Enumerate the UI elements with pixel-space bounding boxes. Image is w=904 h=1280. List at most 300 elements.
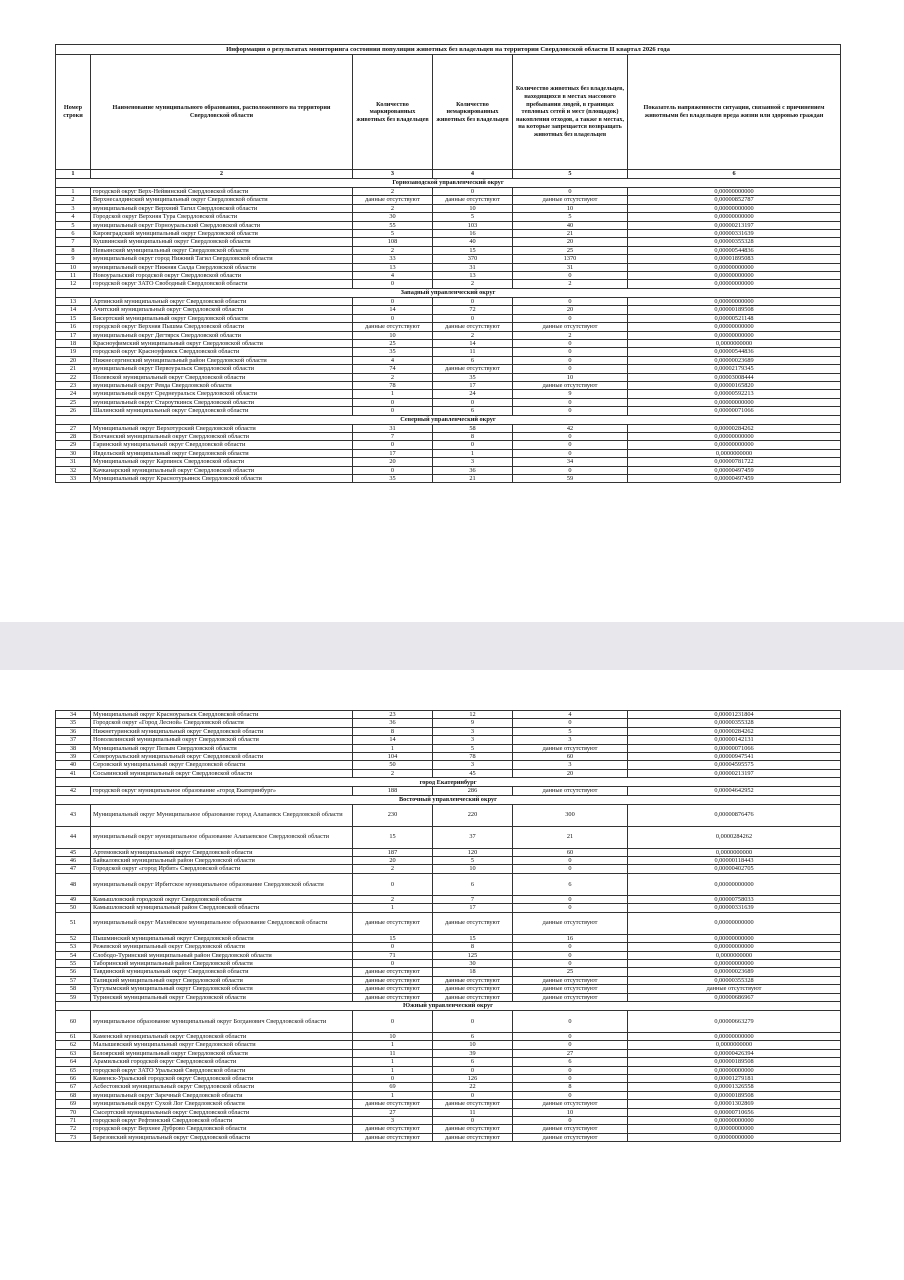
marked-count-cell: 50 — [353, 761, 433, 769]
row-number-cell: 3 — [56, 204, 91, 212]
unmarked-count-cell: 18 — [433, 968, 513, 976]
table-row — [56, 895, 841, 903]
mass-places-count-cell: 60 — [513, 848, 628, 856]
marked-count-cell: данные отсутствуют — [353, 323, 433, 331]
unmarked-count-cell: 31 — [433, 263, 513, 271]
marked-count-cell: 1 — [353, 1091, 433, 1099]
mass-places-count-cell: 0 — [513, 314, 628, 322]
mass-places-count-cell: данные отсутствуют — [513, 1133, 628, 1141]
row-number-cell: 41 — [56, 769, 91, 777]
marked-count-cell: 7 — [353, 432, 433, 440]
marked-count-cell: данные отсутствуют — [353, 968, 433, 976]
unmarked-count-cell: 22 — [433, 1083, 513, 1091]
unmarked-count-cell: 5 — [433, 744, 513, 752]
mass-places-count-cell: 0 — [513, 1074, 628, 1082]
mass-places-count-cell: 0 — [513, 398, 628, 406]
municipality-cell: Красноуфимский муниципальный округ Свердловской области — [91, 339, 353, 347]
tension-index-cell: 0,00001302869 — [628, 1100, 841, 1108]
marked-count-cell: 230 — [353, 804, 433, 826]
marked-count-cell: 27 — [353, 1108, 433, 1116]
municipality-cell: муниципальный округ Ревда Свердловской области — [91, 381, 353, 389]
mass-places-count-cell: данные отсутствуют — [513, 196, 628, 204]
table-row — [56, 475, 841, 483]
table-header-row — [56, 55, 841, 170]
municipality-cell: городской округ Рефтинский Свердловской области — [91, 1117, 353, 1125]
mass-places-count-cell: 0 — [513, 719, 628, 727]
row-number-cell: 33 — [56, 475, 91, 483]
marked-count-cell: 15 — [353, 826, 433, 848]
municipality-cell: Камышловский городской округ Свердловской области — [91, 895, 353, 903]
row-number-cell: 42 — [56, 787, 91, 795]
col-number: 5 — [513, 170, 628, 179]
row-number-cell: 71 — [56, 1117, 91, 1125]
tension-index-cell: данные отсутствуют — [628, 985, 841, 993]
row-number-cell: 25 — [56, 398, 91, 406]
marked-count-cell: 17 — [353, 449, 433, 457]
municipality-cell: муниципальный округ Среднеуральск Свердловской области — [91, 390, 353, 398]
marked-count-cell: 4 — [353, 272, 433, 280]
marked-count-cell: 0 — [353, 441, 433, 449]
municipality-cell: Новолялинский муниципальный округ Свердловской области — [91, 736, 353, 744]
municipality-cell: Нижнесергинский муниципальный район Свердловской области — [91, 356, 353, 364]
mass-places-count-cell: 60 — [513, 753, 628, 761]
mass-places-count-cell: 59 — [513, 475, 628, 483]
header-marked: Количество маркированных животных без владельцев — [353, 55, 433, 170]
tension-index-cell: 0,00000165820 — [628, 381, 841, 389]
section-header-row — [56, 795, 841, 804]
tension-index-cell: 0,00000071066 — [628, 407, 841, 415]
col-number: 2 — [91, 170, 353, 179]
table-row — [56, 196, 841, 204]
unmarked-count-cell: 0 — [433, 441, 513, 449]
tension-index-cell: 0,00000000000 — [628, 188, 841, 196]
municipality-cell: Каменск-Уральский городской округ Свердловской области — [91, 1074, 353, 1082]
row-number-cell: 67 — [56, 1083, 91, 1091]
unmarked-count-cell: 36 — [433, 466, 513, 474]
municipality-cell: городской округ Верхнее Дуброво Свердловской области — [91, 1125, 353, 1133]
mass-places-count-cell: 0 — [513, 857, 628, 865]
marked-count-cell: данные отсутствуют — [353, 1100, 433, 1108]
marked-count-cell: данные отсутствуют — [353, 976, 433, 984]
unmarked-count-cell: 0 — [433, 1091, 513, 1099]
marked-count-cell: 20 — [353, 857, 433, 865]
tension-index-cell: 0,00000852787 — [628, 196, 841, 204]
table-row — [56, 255, 841, 263]
municipality-cell: Муниципальный округ Красноуральск Свердловской области — [91, 711, 353, 719]
table-row — [56, 1083, 841, 1091]
municipality-cell: Североуральский муниципальный округ Свердловской области — [91, 753, 353, 761]
row-number-cell: 17 — [56, 331, 91, 339]
mass-places-count-cell: 0 — [513, 466, 628, 474]
tension-index-cell: 0,00000000000 — [628, 1133, 841, 1141]
section-title: Южный управленческий округ — [56, 1001, 841, 1010]
tension-index-cell: 0,00000000000 — [628, 1117, 841, 1125]
municipality-cell: Кушвинский муниципальный округ Свердловской области — [91, 238, 353, 246]
table-row — [56, 993, 841, 1001]
row-number-cell: 18 — [56, 339, 91, 347]
row-number-cell: 58 — [56, 985, 91, 993]
unmarked-count-cell: 0 — [433, 1066, 513, 1074]
col-number: 4 — [433, 170, 513, 179]
marked-count-cell: 5 — [353, 230, 433, 238]
municipality-cell: Городской округ Верхняя Тура Свердловской области — [91, 213, 353, 221]
tension-index-cell: 0,00000189508 — [628, 1091, 841, 1099]
tension-index-cell: 0,00000544836 — [628, 246, 841, 254]
unmarked-count-cell: 286 — [433, 787, 513, 795]
municipality-cell: Ачитский муниципальный округ Свердловской области — [91, 306, 353, 314]
municipality-cell: Талицкий муниципальный округ Свердловской области — [91, 976, 353, 984]
table-row — [56, 1091, 841, 1099]
municipality-cell: Гаринский муниципальный округ Свердловской области — [91, 441, 353, 449]
table-row — [56, 348, 841, 356]
row-number-cell: 65 — [56, 1066, 91, 1074]
marked-count-cell: 1 — [353, 1058, 433, 1066]
section-title: Горнозаводской управленческий округ — [56, 179, 841, 188]
col-number: 3 — [353, 170, 433, 179]
table-row — [56, 1125, 841, 1133]
municipality-cell: Белоярский муниципальный округ Свердловской области — [91, 1049, 353, 1057]
tension-index-cell: 0,00000000000 — [628, 280, 841, 288]
municipality-cell: Муниципальный округ Карпинск Свердловской области — [91, 458, 353, 466]
marked-count-cell: 0 — [353, 959, 433, 967]
marked-count-cell: 11 — [353, 1049, 433, 1057]
marked-count-cell: 23 — [353, 711, 433, 719]
table-row — [56, 826, 841, 848]
tension-index-cell: 0,00000426394 — [628, 1049, 841, 1057]
municipality-cell: Муниципальный округ Муниципальное образование город Алапаевск Свердловской области — [91, 804, 353, 826]
municipality-cell: Малышевский муниципальный округ Свердловской области — [91, 1041, 353, 1049]
unmarked-count-cell: 1 — [433, 449, 513, 457]
row-number-cell: 66 — [56, 1074, 91, 1082]
tension-index-cell: 0,00000663279 — [628, 1010, 841, 1032]
marked-count-cell: 2 — [353, 895, 433, 903]
table-row — [56, 297, 841, 305]
unmarked-count-cell: данные отсутствуют — [433, 912, 513, 934]
tension-index-cell: 0,0000000000 — [628, 339, 841, 347]
unmarked-count-cell: данные отсутствуют — [433, 1100, 513, 1108]
mass-places-count-cell: 0 — [513, 272, 628, 280]
unmarked-count-cell: 10 — [433, 865, 513, 873]
mass-places-count-cell: 300 — [513, 804, 628, 826]
municipality-cell: муниципальное образование муниципальный округ Богданович Свердловской области — [91, 1010, 353, 1032]
mass-places-count-cell: данные отсутствуют — [513, 1125, 628, 1133]
marked-count-cell: 2 — [353, 865, 433, 873]
table-row — [56, 959, 841, 967]
marked-count-cell: данные отсутствуют — [353, 1133, 433, 1141]
table-row — [56, 711, 841, 719]
unmarked-count-cell: 58 — [433, 424, 513, 432]
table-row — [56, 976, 841, 984]
mass-places-count-cell: 2 — [513, 280, 628, 288]
unmarked-count-cell: 220 — [433, 804, 513, 826]
row-number-cell: 45 — [56, 848, 91, 856]
mass-places-count-cell: данные отсутствуют — [513, 985, 628, 993]
tension-index-cell: 0,00000710656 — [628, 1108, 841, 1116]
unmarked-count-cell: 6 — [433, 1032, 513, 1040]
row-number-cell: 31 — [56, 458, 91, 466]
marked-count-cell: 30 — [353, 213, 433, 221]
table-row — [56, 373, 841, 381]
row-number-cell: 34 — [56, 711, 91, 719]
mass-places-count-cell: 0 — [513, 339, 628, 347]
table-row — [56, 365, 841, 373]
tension-index-cell: 0,00000497459 — [628, 466, 841, 474]
table-row — [56, 1049, 841, 1057]
table-row — [56, 246, 841, 254]
unmarked-count-cell: 0 — [433, 398, 513, 406]
marked-count-cell: 69 — [353, 1083, 433, 1091]
table-row — [56, 943, 841, 951]
marked-count-cell: 108 — [353, 238, 433, 246]
unmarked-count-cell: 24 — [433, 390, 513, 398]
row-number-cell: 29 — [56, 441, 91, 449]
municipality-cell: городской округ Красноуфимск Свердловской области — [91, 348, 353, 356]
marked-count-cell: 36 — [353, 719, 433, 727]
marked-count-cell: 71 — [353, 951, 433, 959]
marked-count-cell: 0 — [353, 466, 433, 474]
mass-places-count-cell: 0 — [513, 1066, 628, 1074]
marked-count-cell: 104 — [353, 753, 433, 761]
marked-count-cell: 4 — [353, 356, 433, 364]
marked-count-cell: 187 — [353, 848, 433, 856]
tension-index-cell: 0,00000592213 — [628, 390, 841, 398]
tension-index-cell: 0,00000000000 — [628, 959, 841, 967]
mass-places-count-cell: 16 — [513, 934, 628, 942]
table-row — [56, 761, 841, 769]
marked-count-cell: данные отсутствуют — [353, 993, 433, 1001]
table-row — [56, 968, 841, 976]
section-header-row — [56, 778, 841, 787]
col-number: 6 — [628, 170, 841, 179]
unmarked-count-cell: 8 — [433, 432, 513, 440]
municipality-cell: Качканарский муниципальный округ Свердловской области — [91, 466, 353, 474]
municipality-cell: Муниципальный округ Краснотурьинск Свердловской области — [91, 475, 353, 483]
table-row — [56, 744, 841, 752]
row-number-cell: 40 — [56, 761, 91, 769]
tension-index-cell: 0,00000189508 — [628, 1058, 841, 1066]
table-row — [56, 280, 841, 288]
table-row — [56, 441, 841, 449]
unmarked-count-cell: 0 — [433, 297, 513, 305]
mass-places-count-cell: 3 — [513, 761, 628, 769]
marked-count-cell: 10 — [353, 1032, 433, 1040]
marked-count-cell: 0 — [353, 407, 433, 415]
table-row — [56, 848, 841, 856]
tension-index-cell: 0,00000000000 — [628, 1066, 841, 1074]
row-number-cell: 11 — [56, 272, 91, 280]
row-number-cell: 4 — [56, 213, 91, 221]
row-number-cell: 5 — [56, 221, 91, 229]
mass-places-count-cell: 0 — [513, 895, 628, 903]
tension-index-cell: 0,00000331639 — [628, 230, 841, 238]
municipality-cell: Камышловский муниципальный район Свердловской области — [91, 904, 353, 912]
table-row — [56, 424, 841, 432]
tension-index-cell: 0,0000000000 — [628, 951, 841, 959]
mass-places-count-cell: 1370 — [513, 255, 628, 263]
header-unmarked: Количество немаркированных животных без владельцев — [433, 55, 513, 170]
table-row — [56, 221, 841, 229]
unmarked-count-cell: 0 — [433, 314, 513, 322]
unmarked-count-cell: 125 — [433, 951, 513, 959]
mass-places-count-cell: данные отсутствуют — [513, 381, 628, 389]
tension-index-cell: 0,00000000000 — [628, 297, 841, 305]
municipality-cell: Шалинский муниципальный округ Свердловской области — [91, 407, 353, 415]
mass-places-count-cell: 21 — [513, 230, 628, 238]
unmarked-count-cell: 6 — [433, 873, 513, 895]
row-number-cell: 60 — [56, 1010, 91, 1032]
municipality-cell: Таборинский муниципальный район Свердловской области — [91, 959, 353, 967]
table-row — [56, 727, 841, 735]
marked-count-cell: 1 — [353, 1066, 433, 1074]
table-row — [56, 1032, 841, 1040]
table-row — [56, 1058, 841, 1066]
row-number-cell: 15 — [56, 314, 91, 322]
mass-places-count-cell: 0 — [513, 407, 628, 415]
table-title-row — [56, 45, 841, 55]
tension-index-cell: 0,00000000000 — [628, 323, 841, 331]
marked-count-cell: 1 — [353, 744, 433, 752]
unmarked-count-cell: 30 — [433, 959, 513, 967]
mass-places-count-cell: 5 — [513, 213, 628, 221]
municipality-cell: муниципальный округ Дегтярск Свердловской области — [91, 331, 353, 339]
row-number-cell: 53 — [56, 943, 91, 951]
table-row — [56, 904, 841, 912]
row-number-cell: 48 — [56, 873, 91, 895]
mass-places-count-cell: 25 — [513, 968, 628, 976]
marked-count-cell: 2 — [353, 246, 433, 254]
row-number-cell: 13 — [56, 297, 91, 305]
marked-count-cell: 20 — [353, 458, 433, 466]
row-number-cell: 14 — [56, 306, 91, 314]
table-row — [56, 865, 841, 873]
table-row — [56, 204, 841, 212]
municipality-cell: Серовский муниципальный округ Свердловской области — [91, 761, 353, 769]
municipality-cell: Каменский муниципальный округ Свердловской области — [91, 1032, 353, 1040]
unmarked-count-cell: данные отсутствуют — [433, 323, 513, 331]
municipality-cell: Артемовский муниципальный округ Свердловской области — [91, 848, 353, 856]
tension-index-cell: 0,00000000000 — [628, 1032, 841, 1040]
municipality-cell: муниципальный округ Ирбитское муниципальное образование Свердловской области — [91, 873, 353, 895]
unmarked-count-cell: 5 — [433, 857, 513, 865]
table-row — [56, 1100, 841, 1108]
unmarked-count-cell: 126 — [433, 1074, 513, 1082]
marked-count-cell: 0 — [353, 873, 433, 895]
tension-index-cell: 0,00000071066 — [628, 744, 841, 752]
mass-places-count-cell: 3 — [513, 736, 628, 744]
row-number-cell: 6 — [56, 230, 91, 238]
unmarked-count-cell: 6 — [433, 407, 513, 415]
municipality-cell: Асбестовский муниципальный округ Свердловской области — [91, 1083, 353, 1091]
unmarked-count-cell: 78 — [433, 753, 513, 761]
row-number-cell: 64 — [56, 1058, 91, 1066]
mass-places-count-cell: 0 — [513, 348, 628, 356]
unmarked-count-cell: 120 — [433, 848, 513, 856]
table-row — [56, 1117, 841, 1125]
row-number-cell: 12 — [56, 280, 91, 288]
row-number-cell: 23 — [56, 381, 91, 389]
table-row — [56, 912, 841, 934]
unmarked-count-cell: данные отсутствуют — [433, 365, 513, 373]
tension-index-cell: 0,00000213197 — [628, 221, 841, 229]
unmarked-count-cell: 10 — [433, 204, 513, 212]
table-row — [56, 466, 841, 474]
row-number-cell: 10 — [56, 263, 91, 271]
municipality-cell: Сысертский муниципальный округ Свердловской области — [91, 1108, 353, 1116]
row-number-cell: 39 — [56, 753, 91, 761]
row-number-cell: 9 — [56, 255, 91, 263]
row-number-cell: 38 — [56, 744, 91, 752]
municipality-cell: муниципальный округ Староуткинск Свердловской области — [91, 398, 353, 406]
tension-index-cell: 0,00000000000 — [628, 398, 841, 406]
unmarked-count-cell: 21 — [433, 475, 513, 483]
marked-count-cell: 78 — [353, 381, 433, 389]
tension-index-cell: 0,00000118443 — [628, 857, 841, 865]
municipality-cell: Невьянский муниципальный округ Свердловской области — [91, 246, 353, 254]
row-number-cell: 16 — [56, 323, 91, 331]
municipality-cell: городской округ Верх-Нейвинский Свердловской области — [91, 188, 353, 196]
marked-count-cell: 13 — [353, 263, 433, 271]
marked-count-cell: 2 — [353, 188, 433, 196]
municipality-cell: Новоуральский городской округ Свердловской области — [91, 272, 353, 280]
mass-places-count-cell: 0 — [513, 356, 628, 364]
tension-index-cell: 0,00002179345 — [628, 365, 841, 373]
marked-count-cell: 74 — [353, 365, 433, 373]
unmarked-count-cell: 8 — [433, 943, 513, 951]
marked-count-cell: 25 — [353, 339, 433, 347]
row-number-cell: 70 — [56, 1108, 91, 1116]
table-title: Информация о результатах мониторинга состояния популяции животных без владельцев на территории Свердловской области II квартал 2026 года — [56, 45, 841, 55]
monitoring-table-page-2 — [55, 710, 841, 1142]
municipality-cell: муниципальный округ Сухой Лог Свердловской области — [91, 1100, 353, 1108]
unmarked-count-cell: 16 — [433, 230, 513, 238]
table-row — [56, 230, 841, 238]
unmarked-count-cell: 3 — [433, 727, 513, 735]
marked-count-cell: 2 — [353, 769, 433, 777]
marked-count-cell: 33 — [353, 255, 433, 263]
row-number-cell: 73 — [56, 1133, 91, 1141]
row-number-cell: 30 — [56, 449, 91, 457]
municipality-cell: городской округ ЗАТО Свободный Свердловской области — [91, 280, 353, 288]
col-number: 1 — [56, 170, 91, 179]
unmarked-count-cell: 39 — [433, 1049, 513, 1057]
municipality-cell: Нижнетуринский муниципальный округ Свердловской области — [91, 727, 353, 735]
row-number-cell: 1 — [56, 188, 91, 196]
unmarked-count-cell: данные отсутствуют — [433, 196, 513, 204]
tension-index-cell: 0,00000686967 — [628, 993, 841, 1001]
table-row — [56, 449, 841, 457]
mass-places-count-cell: 9 — [513, 390, 628, 398]
marked-count-cell: 14 — [353, 736, 433, 744]
unmarked-count-cell: 3 — [433, 458, 513, 466]
row-number-cell: 52 — [56, 934, 91, 942]
unmarked-count-cell: 370 — [433, 255, 513, 263]
row-number-cell: 37 — [56, 736, 91, 744]
mass-places-count-cell: 34 — [513, 458, 628, 466]
municipality-cell: Байкаловский муниципальный район Свердловской области — [91, 857, 353, 865]
unmarked-count-cell: 17 — [433, 904, 513, 912]
mass-places-count-cell: 0 — [513, 432, 628, 440]
tension-index-cell: 0,00000947541 — [628, 753, 841, 761]
municipality-cell: Городской округ «Город Лесной» Свердловской области — [91, 719, 353, 727]
section-title: Восточный управленческий округ — [56, 795, 841, 804]
row-number-cell: 22 — [56, 373, 91, 381]
unmarked-count-cell: 45 — [433, 769, 513, 777]
row-number-cell: 7 — [56, 238, 91, 246]
unmarked-count-cell: 0 — [433, 1010, 513, 1032]
section-header-row — [56, 288, 841, 297]
unmarked-count-cell: 11 — [433, 348, 513, 356]
row-number-cell: 32 — [56, 466, 91, 474]
